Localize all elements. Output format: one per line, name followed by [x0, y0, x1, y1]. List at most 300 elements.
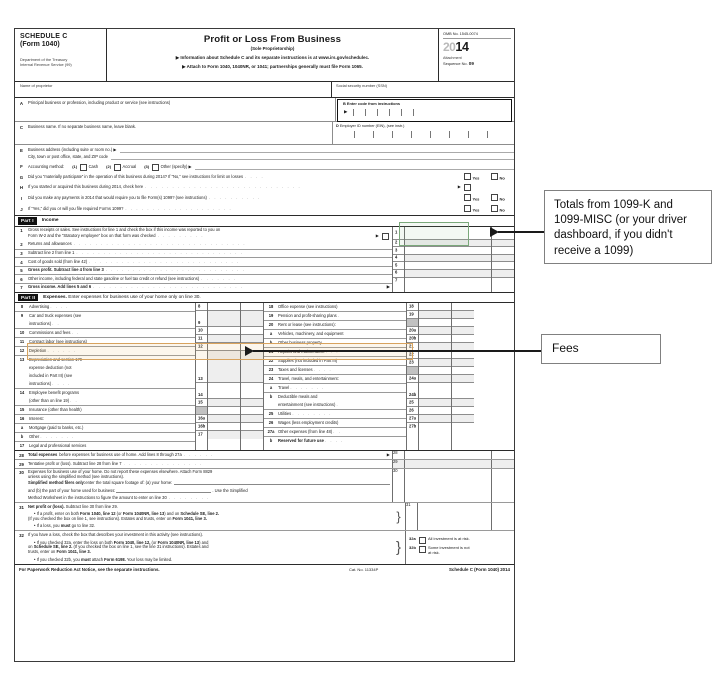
ssn-field[interactable] — [332, 82, 514, 97]
line-13-row-d — [15, 380, 195, 389]
cents-16-blank — [241, 407, 263, 415]
cents-17[interactable] — [241, 431, 263, 439]
part1-line-labels — [15, 227, 392, 292]
cents-24-blank — [452, 367, 474, 375]
line-f-opt1-num: (1) — [72, 163, 78, 169]
line-e-business-address[interactable] — [15, 145, 514, 154]
cents-22[interactable] — [452, 351, 474, 359]
amount-24b[interactable] — [419, 383, 451, 399]
line-32-b2: • If you checked 32b, you must attach Form 6198. Your loss may be limited. — [34, 556, 173, 562]
schedule-label: SCHEDULE C — [20, 33, 68, 40]
dot-leader: . . . . . . — [47, 347, 77, 353]
cents-16b[interactable] — [241, 423, 263, 431]
line-5-text: Gross profit. Subtract line 4 from line 3 — [28, 267, 104, 273]
line-j-file-1099[interactable] — [15, 204, 514, 215]
line-16a-row[interactable] — [15, 424, 195, 433]
amount-31[interactable] — [417, 503, 491, 530]
line-18-label: Office expense (see instructions) — [278, 303, 338, 309]
line-16a-label: Mortgage (paid to banks, etc.) — [29, 424, 84, 430]
line-10-row[interactable] — [15, 329, 195, 338]
line-12-label: Depletion . . . . . . — [29, 347, 77, 353]
line-7-number: 7 — [20, 285, 23, 291]
cents-20b[interactable] — [452, 335, 474, 343]
line-d-ein[interactable] — [332, 122, 514, 144]
line-24b-row-a[interactable] — [264, 393, 406, 401]
dot-leader: . . . . . . . . — [292, 410, 332, 416]
ein-cell[interactable] — [354, 131, 373, 138]
line-15-number: 15 — [19, 406, 25, 412]
line-32-risk-checkboxes — [405, 531, 514, 564]
amount-14[interactable] — [208, 383, 240, 399]
cents-15[interactable] — [241, 399, 263, 407]
cents-29[interactable] — [491, 460, 514, 468]
line-29-amount-cells — [392, 460, 514, 468]
amount-30[interactable] — [404, 469, 491, 502]
cents-23[interactable] — [452, 359, 474, 367]
line-a-b-row — [15, 98, 514, 122]
line-31-row[interactable] — [15, 503, 514, 531]
cents-20a[interactable] — [452, 327, 474, 335]
line-29-row[interactable] — [15, 460, 514, 469]
other-method-checkbox[interactable] — [152, 164, 159, 171]
line-17-row[interactable] — [15, 442, 195, 450]
line-7-text: Gross income. Add lines 5 and 6 — [28, 284, 92, 290]
amount-18[interactable] — [419, 303, 451, 311]
line-1-statutory-employee-checkbox[interactable] — [382, 233, 389, 240]
box-24b: 24b — [407, 383, 418, 399]
part2-title-bold: Expenses. — [43, 294, 67, 300]
line-28-text: before expenses for business use of home. Add lines 8 through 27a — [59, 451, 182, 457]
line-13-label4: instructions) . . . . — [29, 380, 71, 386]
cents-28[interactable] — [491, 451, 514, 459]
line-a-label: Principal business or profession, including product or service (see instructions) — [28, 100, 171, 105]
cents-25[interactable] — [452, 399, 474, 407]
line-25-row[interactable] — [264, 410, 406, 419]
line-17-label: Legal and professional services — [29, 442, 87, 448]
line-13-label: Depreciation and section 179 — [29, 356, 83, 362]
line-c-business-name[interactable] — [15, 122, 332, 144]
line-32b-number: 32b — [409, 544, 416, 550]
amount-16b[interactable] — [208, 423, 240, 431]
line-26-row[interactable] — [264, 419, 406, 428]
box-31: 31 — [405, 503, 417, 530]
box-24-shaded — [407, 367, 418, 375]
cents-27a[interactable] — [452, 415, 474, 423]
ein-cell[interactable] — [430, 131, 449, 138]
dot-leader: . . . . . . . — [40, 433, 75, 439]
line-i-no-checkbox[interactable] — [491, 194, 498, 201]
box-26: 26 — [407, 407, 418, 415]
line-c-d-row — [15, 122, 514, 145]
amount-11[interactable] — [208, 335, 240, 343]
line-2-label — [28, 242, 392, 247]
proprietor-name-label: Name of proprietor — [20, 82, 53, 88]
line-a-principal-business[interactable] — [15, 98, 335, 121]
line-j-yes[interactable] — [461, 205, 488, 213]
home-sqft-input[interactable] — [174, 484, 390, 485]
line-24-row[interactable] — [264, 375, 406, 384]
part2-right-amount-grid — [406, 303, 474, 450]
yes-label: Yes — [472, 196, 480, 202]
cents-14[interactable] — [241, 383, 263, 399]
line-32a-checkbox[interactable] — [419, 537, 426, 544]
ssn-label: Social security number (SSN) — [336, 82, 388, 88]
line-19-number: 19 — [268, 312, 274, 318]
cents-input-5[interactable] — [492, 262, 514, 270]
amount-15[interactable] — [208, 399, 240, 407]
code-cell[interactable] — [413, 109, 425, 116]
line-32-label — [28, 531, 392, 564]
cents-20-blank — [452, 319, 474, 327]
sequence-number-row — [443, 61, 511, 67]
line-32b-checkbox[interactable] — [419, 546, 426, 553]
ein-cell[interactable] — [468, 131, 487, 138]
cents-input-6[interactable] — [492, 270, 514, 278]
line-f-opt1-label: Cash — [88, 163, 99, 169]
line-23-label: Taxes and licenses . . . . — [278, 366, 333, 372]
cents-24b[interactable] — [452, 383, 474, 399]
line-j-yes-checkbox[interactable] — [464, 205, 471, 212]
line-24a-letter: a — [269, 384, 273, 390]
line-32a-number: 32a — [409, 536, 416, 542]
line-20b-label: Other business property . . . — [278, 339, 337, 345]
yes-label: Yes — [472, 207, 480, 213]
line-12-number: 12 — [19, 347, 25, 353]
accrual-checkbox[interactable] — [114, 164, 121, 171]
line-h-started-business[interactable] — [15, 183, 514, 194]
cents-input-7[interactable] — [492, 278, 514, 286]
box-25: 25 — [407, 399, 418, 407]
line-6-label — [28, 277, 392, 282]
line-b-text: Enter code from instructions — [346, 101, 401, 106]
line-1-row[interactable] — [15, 227, 392, 242]
line-j-no[interactable] — [488, 205, 514, 213]
line-28-arrow-icon: ▶ — [386, 451, 390, 457]
line-14-label2: (other than on line 19) . . — [29, 397, 79, 403]
line-24b-label2: entertainment (see instructions) . — [278, 401, 340, 407]
dot-leader: . . — [52, 320, 61, 326]
line-31-bullet-1b — [28, 517, 392, 522]
dot-leader: . . . . — [52, 380, 71, 386]
amount-27b[interactable] — [419, 423, 451, 431]
line-26-label: Wages (less employment credits) — [278, 419, 339, 425]
box-22: 22 — [407, 351, 418, 359]
line-16b-label: Other . . . . . . . — [29, 433, 75, 439]
form-header-center — [107, 29, 438, 81]
part2-expenses-table — [15, 303, 514, 451]
amount-27a[interactable] — [419, 415, 451, 423]
line-3-row[interactable] — [15, 250, 392, 259]
line-32-row[interactable] — [15, 531, 514, 564]
cents-8[interactable] — [241, 303, 263, 311]
line-5-row[interactable] — [15, 267, 392, 276]
line-7-arrow-icon: ▶ — [386, 284, 390, 290]
amount-23[interactable] — [419, 359, 451, 367]
line-31-number: 31 — [19, 504, 24, 510]
line-11-label: Contract labor (see instructions) — [29, 338, 88, 344]
line-14-row-a[interactable] — [15, 389, 195, 397]
cents-input-2[interactable] — [492, 240, 514, 248]
line-1-text2: Form W-2 and the “Statutory employee” box on that form was checked — [28, 233, 156, 239]
amount-9[interactable] — [208, 311, 240, 327]
line-7-row[interactable] — [15, 284, 392, 292]
line-24b-label: Deductible meals and — [278, 393, 318, 399]
amount-24a[interactable] — [419, 375, 451, 383]
line-b-business-code[interactable] — [335, 98, 514, 121]
line-9-row-b[interactable] — [15, 320, 195, 329]
line-i-no[interactable] — [488, 194, 514, 202]
callout-1099-text: Totals from 1099-K and 1099-MISC (or your driver dashboard, if you didn't receive a 1099) — [554, 199, 687, 257]
cash-checkbox[interactable] — [80, 164, 87, 171]
business-sqft-input[interactable] — [116, 492, 211, 493]
line-19-row[interactable] — [264, 312, 406, 321]
line-32a-option[interactable] — [409, 537, 514, 544]
line-j-letter: J — [20, 206, 23, 212]
line-30-simplified-row-2 — [28, 489, 392, 494]
line-e-city-state-zip[interactable] — [15, 154, 514, 162]
line-2-number: 2 — [20, 242, 23, 248]
dot-leader: . . . . . . . . . — [157, 234, 205, 239]
line-13-row-c — [15, 372, 195, 380]
cents-31[interactable] — [491, 503, 514, 530]
amount-input-4[interactable] — [405, 255, 491, 263]
callout-1099-arrow-line — [498, 231, 546, 233]
line-14-row-b — [15, 397, 195, 406]
line-32b-label2: at risk. — [428, 549, 440, 555]
dot-leader: . . . — [322, 339, 337, 345]
cents-11[interactable] — [241, 335, 263, 343]
ein-cell[interactable] — [336, 131, 354, 138]
amount-25[interactable] — [419, 399, 451, 407]
line-j-no-checkbox[interactable] — [491, 205, 498, 212]
line-e-input[interactable] — [120, 152, 515, 153]
left-box-number-column — [195, 303, 207, 450]
line-8-label: Advertising . . . . — [29, 303, 69, 309]
line-h-letter: H — [19, 185, 24, 191]
cents-18[interactable] — [452, 303, 474, 311]
ein-cell[interactable] — [411, 131, 430, 138]
code-cell[interactable] — [389, 109, 401, 116]
code-cell[interactable] — [377, 109, 389, 116]
line-b-label — [341, 102, 511, 107]
line-32-brace: } — [395, 538, 401, 556]
line-30-simplified-text: enter the total square footage of: (a) your home: — [85, 480, 173, 486]
line-i-payments-1099[interactable] — [15, 193, 514, 204]
sequence-value: 09 — [468, 60, 474, 66]
form-header-right — [438, 29, 514, 81]
line-27b-label: Reserved for future use . . . . — [278, 437, 344, 443]
cents-input-4[interactable] — [492, 255, 514, 263]
amount-22[interactable] — [419, 351, 451, 359]
dot-leader: . . . . . . . . . . . . . . . . . . . . . . . . . . . . . . . — [76, 251, 244, 256]
code-cell[interactable] — [365, 109, 377, 116]
line-28-row[interactable] — [15, 451, 514, 460]
dot-leader: . . . . . . . — [290, 384, 325, 390]
box-27a: 27a — [407, 415, 418, 423]
amount-29[interactable] — [404, 460, 491, 468]
line-16-label: Interest: — [29, 415, 44, 421]
ein-cell[interactable] — [392, 131, 411, 138]
line-27a-label: Other expenses (from line 48) . . — [278, 428, 342, 434]
box-20b: 20b — [407, 335, 418, 343]
line-b-letter: B — [343, 101, 346, 106]
line-h-check[interactable] — [461, 184, 488, 192]
amount-input-5[interactable] — [405, 262, 491, 270]
proprietor-name-field[interactable] — [15, 82, 332, 97]
line-b-arrow-icon: ▶ — [344, 108, 348, 114]
line-g-no-checkbox[interactable] — [491, 173, 498, 180]
callout-fees-arrow-head — [245, 346, 254, 356]
form-title: Profit or Loss From Business — [203, 34, 342, 45]
amount-16a[interactable] — [208, 415, 240, 423]
line-b-cells[interactable] — [341, 109, 511, 116]
line-28-number: 28 — [19, 452, 24, 458]
box-30: 30 — [392, 469, 404, 502]
line-16b-row[interactable] — [15, 433, 195, 442]
cents-26[interactable] — [452, 407, 474, 415]
line-6-row[interactable] — [15, 275, 392, 284]
line-f-other-input[interactable] — [195, 169, 514, 170]
amount-8[interactable] — [208, 303, 240, 311]
dot-leader: . . . . . . . . . . . . . . . . . . . . . . . . . . — [105, 268, 246, 273]
line-17-number: 17 — [19, 442, 25, 448]
line-32-number: 32 — [19, 532, 24, 538]
line-g-yes[interactable] — [461, 173, 488, 181]
cents-19[interactable] — [452, 311, 474, 319]
amount-28[interactable] — [404, 451, 491, 459]
line-31-b1b: (If you checked the box on line 1, see instructions). Estates and trusts, enter on Form 1041, line 3. — [28, 515, 207, 521]
line-13-label2: expense deduction (not — [29, 364, 72, 370]
line-9-row-a[interactable] — [15, 312, 195, 320]
cents-input-3[interactable] — [492, 247, 514, 255]
form-header — [15, 29, 514, 82]
box-13: 13 — [196, 351, 207, 383]
line-20a-row[interactable] — [264, 330, 406, 339]
line-i-yes-checkbox[interactable] — [464, 194, 471, 201]
cents-10[interactable] — [241, 327, 263, 335]
line-e-arrow-icon: ▶ — [113, 147, 117, 152]
line-f-letter: F — [20, 164, 23, 170]
line-h-checkbox[interactable] — [464, 184, 471, 191]
box-17: 17 — [198, 431, 203, 437]
amount-input-3[interactable] — [405, 247, 491, 255]
dot-leader: . . — [333, 428, 342, 434]
line-27b-row[interactable] — [264, 437, 406, 445]
line-30-text-a: Expenses for business use of your home. Do not report these expenses elsewhere. Attach Form 8829 — [28, 469, 213, 475]
line-15-row[interactable] — [15, 406, 195, 415]
line-24a-row[interactable] — [264, 384, 406, 393]
line-e-text: Business address (including suite or room no.) — [28, 147, 113, 152]
line-f-accounting-method[interactable] — [15, 162, 514, 172]
line-13-number: 13 — [19, 356, 25, 362]
cents-16a[interactable] — [241, 415, 263, 423]
attachment-label: Attachment — [443, 56, 462, 61]
line-27a-row[interactable] — [264, 428, 406, 437]
box-15: 15 — [196, 399, 207, 407]
cents-24a[interactable] — [452, 375, 474, 383]
code-cell[interactable] — [353, 109, 365, 116]
amount-20b[interactable] — [419, 335, 451, 343]
line-g-no[interactable] — [488, 173, 514, 181]
ein-cell[interactable] — [449, 131, 468, 138]
line-19-label: Pension and profit-sharing plans . — [278, 312, 341, 318]
cents-9[interactable] — [241, 311, 263, 327]
amount-input-6[interactable] — [405, 270, 491, 278]
line-4-label — [28, 260, 392, 265]
dot-leader: . . . . . . . . . . . . . . . . . . . . — [125, 206, 233, 211]
box-21: 21 — [407, 343, 418, 351]
cents-27b[interactable] — [452, 423, 474, 431]
line-1-text: Gross receipts or sales. See instructions for line 1 and check the box if this income was reported to you on — [28, 227, 221, 233]
tax-year-prefix: 20 — [443, 40, 456, 55]
ein-cell[interactable] — [487, 131, 506, 138]
line-i-letter: I — [20, 195, 23, 201]
catalog-number: Cat. No. 11334P — [348, 566, 379, 572]
amount-20a[interactable] — [419, 327, 451, 335]
box-19: 19 — [407, 311, 418, 319]
line-4-row[interactable] — [15, 258, 392, 267]
line-j-label: If “Yes,” did you or will you file required Forms 1099? — [28, 205, 124, 211]
line-22-label: Supplies (not included in Part III) — [278, 357, 338, 363]
dot-leader: . . . . . . . . . . . . . . . — [123, 461, 203, 466]
line-20b-letter: b — [269, 339, 273, 345]
line-e2-input[interactable] — [111, 159, 514, 160]
line-20-row[interactable] — [264, 321, 406, 330]
line-8-row[interactable] — [15, 303, 195, 312]
amount-10[interactable] — [208, 327, 240, 335]
line-30-row[interactable] — [15, 469, 514, 503]
line-a-letter: A — [19, 101, 24, 106]
line-30-label — [28, 469, 392, 502]
line-g-material-participation[interactable] — [15, 172, 514, 183]
line-4-number: 4 — [20, 259, 23, 265]
line-i-yes[interactable] — [461, 194, 488, 202]
amount-26[interactable] — [419, 407, 451, 415]
dot-leader: . . . . — [50, 303, 69, 309]
line-b-box[interactable] — [337, 99, 512, 122]
ein-cell[interactable] — [373, 131, 392, 138]
line-f-opt2-num: (2) — [106, 163, 112, 169]
line-22-number: 22 — [268, 357, 274, 363]
line-d-cells[interactable] — [336, 131, 514, 138]
line-23-row[interactable] — [264, 366, 406, 375]
code-cell[interactable] — [401, 109, 413, 116]
line-16-row[interactable] — [15, 415, 195, 424]
line-31-b1: • If a profit, enter on both Form 1040, line 12 (or Form 1040NR, line 13) and on Schedule SE, line 2. — [34, 510, 220, 516]
line-31-b2: • If a loss, you must go to line 32. — [34, 522, 96, 528]
box-14: 14 — [196, 383, 207, 399]
line-2-row[interactable] — [15, 241, 392, 250]
line-31-brace: } — [396, 508, 401, 524]
no-label: No — [499, 196, 505, 202]
amount-19[interactable] — [419, 311, 451, 319]
box-16a: 16a — [196, 415, 207, 423]
line-14-label: Employee benefit programs — [29, 389, 80, 395]
line-g-yes-checkbox[interactable] — [464, 173, 471, 180]
box-29: 29 — [392, 460, 404, 468]
box-10: 10 — [196, 327, 207, 335]
line-1-number: 1 — [20, 228, 23, 234]
line-20-label: Rent or lease (see instructions): — [278, 321, 336, 327]
tax-year-block — [443, 39, 511, 55]
line-32b-option[interactable] — [409, 546, 514, 555]
line-29-number: 29 — [19, 461, 24, 467]
cents-30[interactable] — [491, 469, 514, 502]
line-18-row[interactable] — [264, 303, 406, 312]
amount-input-7[interactable] — [405, 278, 491, 286]
amount-16-blank — [208, 407, 240, 415]
amount-17[interactable] — [208, 431, 240, 439]
